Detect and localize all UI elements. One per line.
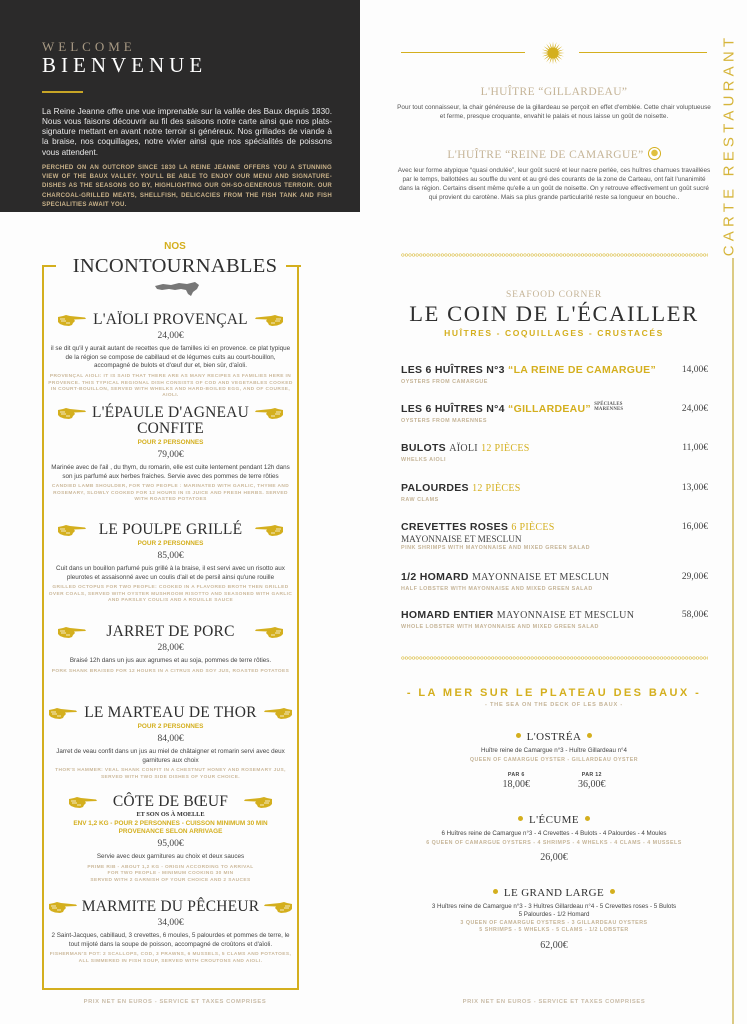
pointing-hand-right-icon <box>48 900 78 914</box>
item-en: WHELKS AIOLI <box>401 457 447 463</box>
pointing-hand-left-icon <box>243 795 273 809</box>
plateau-item-en <box>395 920 713 935</box>
oyster-title: L'HUÎTRE “GILLARDEAU” <box>480 86 628 98</box>
en-line: PRIME RIB - ABOUT 1,2 KG - ORIGIN ACCORDING TO ARRIVAL <box>87 864 254 870</box>
dish-header <box>44 899 297 915</box>
item-price: 11,00€ <box>682 443 708 453</box>
plateau-item-price: 62,00€ <box>540 939 568 951</box>
welcome-text-fr: La Reine Jeanne offre une vue imprenable sur la vallée des Baux depuis 1830. Nous vous faisons découvrir au fil des saisons notre carte ainsi que nos plats-signature mettant en avant notre terroir si généreux. Nos grillades de viande à la braise, nos coquillages, notre vivier ainsi que nos spécialités de poissons vous attendent. <box>42 106 332 157</box>
dish-item <box>44 705 297 781</box>
sun-ray <box>558 54 564 57</box>
pointing-hand-right-icon <box>57 313 87 327</box>
pointing-hand-right-icon <box>48 706 78 720</box>
tag-line: ENV 1,2 KG - POUR 2 PERSONNES - CUISSON MINIMUM 30 MIN <box>73 820 268 827</box>
item-en: PINK SHRIMPS WITH MAYONNAISE AND MIXED GREEN SALAD <box>401 545 591 551</box>
side-label <box>716 30 742 260</box>
item-en: OYSTERS FROM MARENNES <box>401 418 487 424</box>
dish-price: 85,00€ <box>157 551 184 561</box>
sun-ray <box>542 49 548 52</box>
footer-note-left: PRIX NET EN EUROS - SERVICE ET TAXES COMPRISES <box>83 999 267 1005</box>
plateau-item-price: 26,00€ <box>540 851 568 863</box>
plateau-subtitle: - THE SEA ON THE DECK OF LES BAUX - <box>484 702 624 708</box>
item-price: 29,00€ <box>681 572 708 582</box>
dish-item <box>44 899 297 965</box>
item-extra-1: SPÉCIALES <box>594 402 623 408</box>
plateau-item <box>395 814 713 863</box>
bullet-icon <box>518 816 523 821</box>
dish-tag <box>44 820 297 836</box>
dish-description-fr: Servie avec deux garnitures au choix et deux sauces <box>96 853 245 860</box>
dish-description-fr: Braisé 12h dans un jus aux agrumes et au soja, pommes de terre rôties. <box>69 657 272 664</box>
oyster-text: Pour tout connaisseur, la chair généreuse de la gillardeau se perçoit en effet d'emblée. Cette chair voluptueuse et ferme, presque croquante, envahit le palais et nous laisse un goût de noisette. <box>397 104 711 120</box>
dish-header <box>44 312 297 328</box>
sun-ray <box>554 42 557 48</box>
plateau-item-name <box>395 731 713 743</box>
item-en: RAW CLAMS <box>401 497 439 503</box>
fr-line: 3 Huîtres reine de Camargue n°3 - 3 Huîtres Gillardeau n°4 - 5 Crevettes roses - 5 Bulots <box>431 903 677 910</box>
seafood-item <box>401 442 708 463</box>
item-pieces: 12 PIÈCES <box>472 483 521 494</box>
item-highlight: “LA REINE DE CAMARGUE” <box>508 364 657 376</box>
item-price: 13,00€ <box>681 483 708 493</box>
sun-ray <box>552 42 553 49</box>
item-name: LES 6 HUÎTRES N°3 <box>401 364 505 376</box>
dish-tag: POUR 2 PERSONNES <box>137 723 204 730</box>
item-extra <box>594 403 623 413</box>
bullet-icon <box>516 733 521 738</box>
wavy-divider <box>401 253 708 257</box>
footer-note-right: PRIX NET EN EUROS - SERVICE ET TAXES COMPRISES <box>462 999 646 1005</box>
plateau-option <box>578 772 606 790</box>
item-name: 1/2 HOMARD <box>401 571 469 583</box>
welcome-subtitle: WELCOME <box>42 39 136 54</box>
item-name: CREVETTES ROSES <box>401 521 509 533</box>
sun-ray <box>549 58 552 64</box>
dish-description-en: THOR'S HAMMER: VEAL SHANK CONFIT IN A CHESTNUT HONEY AND ROSEMARY JUS, SERVED WITH TWO SIDE DISHES OF YOUR CHOICE. <box>55 768 286 780</box>
dish-description-fr: il se dit qu'il y aurait autant de recettes que de familles ici en provence. ce plat typique de la région se compose de cabillaud et de légumes cuits au court-bouillon, accompagné de bulots et d'œuf dur et, bien sûr, d'aïoli. <box>50 345 291 370</box>
plateau-option <box>503 772 531 790</box>
en-line: FOR TWO PEOPLE - MINIMUM COOKING 30 MIN <box>107 871 234 877</box>
welcome-panel <box>0 0 360 212</box>
sun-ray <box>552 58 553 65</box>
sun-divider <box>401 41 708 65</box>
dish-description-en <box>44 865 297 884</box>
dish-price: 84,00€ <box>157 734 184 744</box>
sun-ray <box>542 52 549 53</box>
sun-ray <box>558 49 564 52</box>
option-label: PAR 6 <box>507 771 525 778</box>
dish-price: 28,00€ <box>157 643 184 653</box>
item-light: MAYONNAISE ET MESCLUN <box>471 572 610 583</box>
plateau-title: - LA MER SUR LE PLATEAU DES BAUX - <box>406 687 702 699</box>
item-pieces: 12 PIÈCES <box>481 443 530 454</box>
pointing-hand-right-icon <box>57 523 87 537</box>
region-map-icon <box>153 280 201 298</box>
dish-item <box>44 312 297 400</box>
dish-description-en: PROVENÇAL AIOLI: IT IS SAID THAT THERE ARE AS MANY RECIPES AS FAMILIES HERE IN PROVENCE. THIS TYPICAL REGIONAL DISH CONSISTS OF COD AND VEGETABLES COOKED IN COURT-BOUILLON, SERVED WITH WHELKS AND HARD-BOILED EGG, AND OF COURSE, AIOLI. <box>48 374 293 399</box>
option-price: 18,00€ <box>502 778 530 790</box>
bullet-icon <box>587 733 592 738</box>
item-en: WHOLE LOBSTER WITH MAYONNAISE AND MIXED GREEN SALAD <box>401 624 599 630</box>
dish-description-en: PORK SHANK BRAISED FOR 12 HOURS IN A CITRUS AND SOY JUS, ROASTED POTATOES <box>51 668 290 674</box>
plateau-item-en: 6 QUEEN OF CAMARGUE OYSTERS - 4 SHRIMPS - 4 WHELKS - 4 CLAMS - 4 MUSSELS <box>426 839 682 846</box>
seafood-subtitle: SEAFOOD CORNER <box>506 290 602 300</box>
item-line2: MAYONNAISE ET MESCLUN <box>401 534 522 544</box>
pointing-hand-left-icon <box>254 313 284 327</box>
seafood-item <box>401 364 708 385</box>
plateau-options <box>395 772 713 790</box>
side-label-text: CARTE RESTAURANT <box>720 33 738 257</box>
item-light: AÏOLI <box>449 443 478 454</box>
dish-name-line: L'ÉPAULE D'AGNEAU <box>92 404 249 421</box>
dish-tag: POUR 2 PERSONNES <box>137 540 204 547</box>
plateau-item-name <box>395 814 713 826</box>
item-price: 58,00€ <box>681 610 708 620</box>
dish-name: LE POULPE GRILLÉ <box>98 521 243 538</box>
dish-item <box>44 405 297 504</box>
dish-header <box>44 624 297 640</box>
item-price: 14,00€ <box>681 365 708 375</box>
oyster-text: Avec leur forme atypique “quasi ondulée”, leur goût sucré et leur nacre perlée, ces huîtres charnues travaillées par le temps, ballottées au souffle du vent et au gré des courants de la zone de Carteau, ont fait l'unanimité dans la région. Certains disent même qu'elle a un goût de noisette. On y retrouve effectivement un goût sucré qui provient du carotène. Mais sa plus grande particularité reste sa longueur en bouche.. <box>397 167 711 201</box>
dish-name: CÔTE DE BŒUF <box>112 793 229 810</box>
dish-description-en: GRILLED OCTOPUS FOR TWO PEOPLE: COOKED IN A FLAVORED BROTH THEN GRILLED OVER COALS, SERVED WITH OYSTER MUSHROOM RISOTTO AND SEASONED WITH GARLIC AND PARSLEY COULIS AND A ROUILLE SAUCE <box>48 585 293 604</box>
item-extra-2: MARENNES <box>594 407 624 412</box>
dish-header <box>44 705 297 721</box>
seafood-title: LE COIN DE L'ÉCAILLER <box>409 301 699 326</box>
item-name: LES 6 HUÎTRES N°4 <box>401 403 505 415</box>
incontournables-title: INCONTOURNABLES <box>72 255 278 277</box>
plateau-item-name <box>395 887 713 899</box>
pointing-hand-left-icon <box>254 406 284 420</box>
item-en: OYSTERS FROM CAMARGUE <box>401 379 488 385</box>
item-light: MAYONNAISE ET MESCLUN <box>496 610 635 621</box>
dish-name: L'AÏOLI PROVENÇAL <box>93 311 248 328</box>
pointing-hand-right-icon <box>68 795 98 809</box>
seafood-categories: HUÎTRES - COQUILLAGES - CRUSTACÉS <box>444 328 664 338</box>
dish-tag: POUR 2 PERSONNES <box>137 439 204 446</box>
dish-header <box>44 794 297 810</box>
plateau-item-fr: 6 Huîtres reine de Camargue n°3 - 4 Crevettes - 4 Bulots - 4 Palourdes - 4 Moules <box>441 830 667 837</box>
pointing-hand-left-icon <box>263 706 293 720</box>
option-price: 36,00€ <box>578 778 606 790</box>
sun-ray <box>549 42 552 48</box>
plateau-item-name-text: L'OSTRÉA <box>526 731 582 743</box>
dish-description-en: CANDIED LAMB SHOULDER, FOR TWO PEOPLE : MARINATED WITH GARLIC, THYME AND ROSEMARY, SLOWLY COOKED FOR 12 HOURS IN IS JUICE AND FRESH HERBS. SERVED WITH ROASTED POTATOES <box>51 484 290 503</box>
oyster-gillardeau <box>395 86 713 121</box>
item-en: HALF LOBSTER WITH MAYONNAISE AND MIXED GREEN SALAD <box>401 586 593 592</box>
plateau-item-name-text: L'ÉCUME <box>528 814 579 826</box>
tag-line: PROVENANCE SELON ARRIVAGE <box>118 828 223 835</box>
sun-ray <box>542 54 548 57</box>
oyster-title-text: L'HUÎTRE “REINE DE CAMARGUE” <box>447 149 644 161</box>
bullet-icon <box>585 816 590 821</box>
item-price: 24,00€ <box>681 404 708 414</box>
dish-price: 24,00€ <box>157 331 184 341</box>
bullet-icon <box>610 889 615 894</box>
dish-item <box>44 624 297 675</box>
welcome-divider <box>42 91 83 93</box>
welcome-text-en: PERCHED ON AN OUTCROP SINCE 1830 LA REINE JEANNE OFFERS YOU A STUNNING VIEW OF THE BAUX VALLEY. YOU'LL BE ABLE TO ENJOY OUR MENU AND SIGNATURE-DISHES AS THE SEASONS GO BY, HIGHLIGHTING OUR OH-SO-GENEROUS TERROIR. OUR CHARCOAL-GRILLED MEATS, SHELLFISH, DELICACIES FROM THE FISH TANK AND FISH SPECIALITIES AWAIT YOU. <box>42 163 332 208</box>
pointing-hand-right-icon <box>57 406 87 420</box>
item-name: PALOURDES <box>401 482 469 494</box>
dish-description-fr: Cuit dans un bouillon parfumé puis grillé à la braise, il est servi avec un risotto aux pleurotes et assaisonné avec un coulis d'ail et de persil ainsi qu'une rouille <box>56 565 285 581</box>
option-label: PAR 12 <box>581 771 602 778</box>
bullet-icon <box>493 889 498 894</box>
dish-name-line: CONFITE <box>137 420 204 437</box>
dish-item <box>44 522 297 605</box>
item-highlight: “GILLARDEAU” <box>508 403 591 415</box>
seafood-item <box>401 521 708 551</box>
fr-line: 5 Palourdes - 1/2 Homard <box>518 910 590 918</box>
en-line: 3 QUEEN OF CAMARGUE OYSTERS - 3 GILLARDEAU OYSTERS <box>460 920 648 927</box>
welcome-title: BIENVENUE <box>42 53 208 77</box>
en-line: SERVED WITH 2 GARNISH OF YOUR CHOICE AND 2 SAUCES <box>90 877 251 883</box>
dish-description-fr: Jarret de veau confit dans un jus au miel de châtaigner et romarin servi avec deux garnitures aux choix <box>56 748 285 764</box>
plateau-item-name-text: LE GRAND LARGE <box>503 887 605 899</box>
sun-icon <box>541 41 565 65</box>
dish-name: MARMITE DU PÊCHEUR <box>81 898 260 915</box>
oyster-title <box>395 147 713 161</box>
dish-header <box>44 405 297 437</box>
dish-name: JARRET DE PORC <box>106 623 235 640</box>
dish-name: LE MARTEAU DE THOR <box>84 704 257 721</box>
dish-description-fr: Marinée avec de l'ail , du thym, du romarin, elle est cuite lentement pendant 12h dans son jus parfumé aux herbes fraiches. Servie avec des pommes de terre rôties <box>51 464 290 480</box>
oyster-reine-camargue <box>395 147 713 202</box>
incontournables-pre: NOS <box>164 241 186 252</box>
pointing-hand-right-icon <box>57 625 87 639</box>
en-line: 5 SHRIMPS - 5 WHELKS - 5 CLAMS - 1/2 LOBSTER <box>479 927 629 934</box>
plateau-item-fr <box>395 903 713 918</box>
item-name: BULOTS <box>401 442 446 454</box>
item-name: HOMARD ENTIER <box>401 609 494 621</box>
sun-ray <box>554 58 557 64</box>
dish-description-fr: 2 Saint-Jacques, cabillaud, 3 crevettes, 6 moules, 5 palourdes et pommes de terre, le tout mijoté dans la soupe de poisson, accompagné de croûtons et d'aïoli. <box>51 932 290 948</box>
dish-price: 95,00€ <box>157 839 184 849</box>
plateau-item <box>395 887 713 951</box>
dish-header <box>44 522 297 538</box>
pointing-hand-left-icon <box>254 523 284 537</box>
camargue-badge-icon <box>648 147 661 160</box>
side-label-line <box>732 258 734 1024</box>
item-price: 16,00€ <box>681 522 708 532</box>
sun-ray <box>558 52 565 53</box>
dish-description-en: FISHERMAN'S POT: 2 SCALLOPS, COD, 3 PRAWNS, 6 MUSSELS, 5 CLAMS AND POTATOES, ALL SIMMERED IN FISH SOUP, SERVED WITH CROUTONS AND AIOLI. <box>49 952 292 964</box>
seafood-item <box>401 403 708 424</box>
plateau-item <box>395 731 713 790</box>
dish-price: 79,00€ <box>157 450 184 460</box>
divider-line-left <box>401 52 525 53</box>
pointing-hand-left-icon <box>263 900 293 914</box>
dish-subhead: ET SON OS À MOELLE <box>136 811 205 818</box>
wavy-divider <box>401 656 708 660</box>
dish-item <box>44 794 297 884</box>
seafood-item <box>401 482 708 503</box>
seafood-item <box>401 609 708 630</box>
divider-line-right <box>579 52 707 53</box>
seafood-item <box>401 571 708 592</box>
item-pieces: 6 PIÈCES <box>511 522 555 533</box>
dish-price: 34,00€ <box>157 918 184 928</box>
pointing-hand-left-icon <box>254 625 284 639</box>
plateau-item-fr: Huître reine de Camargue n°3 - Huître Gillardeau n°4 <box>481 747 627 754</box>
plateau-item-en: QUEEN OF CAMARGUE OYSTER - GILLARDEAU OYSTER <box>469 756 639 763</box>
